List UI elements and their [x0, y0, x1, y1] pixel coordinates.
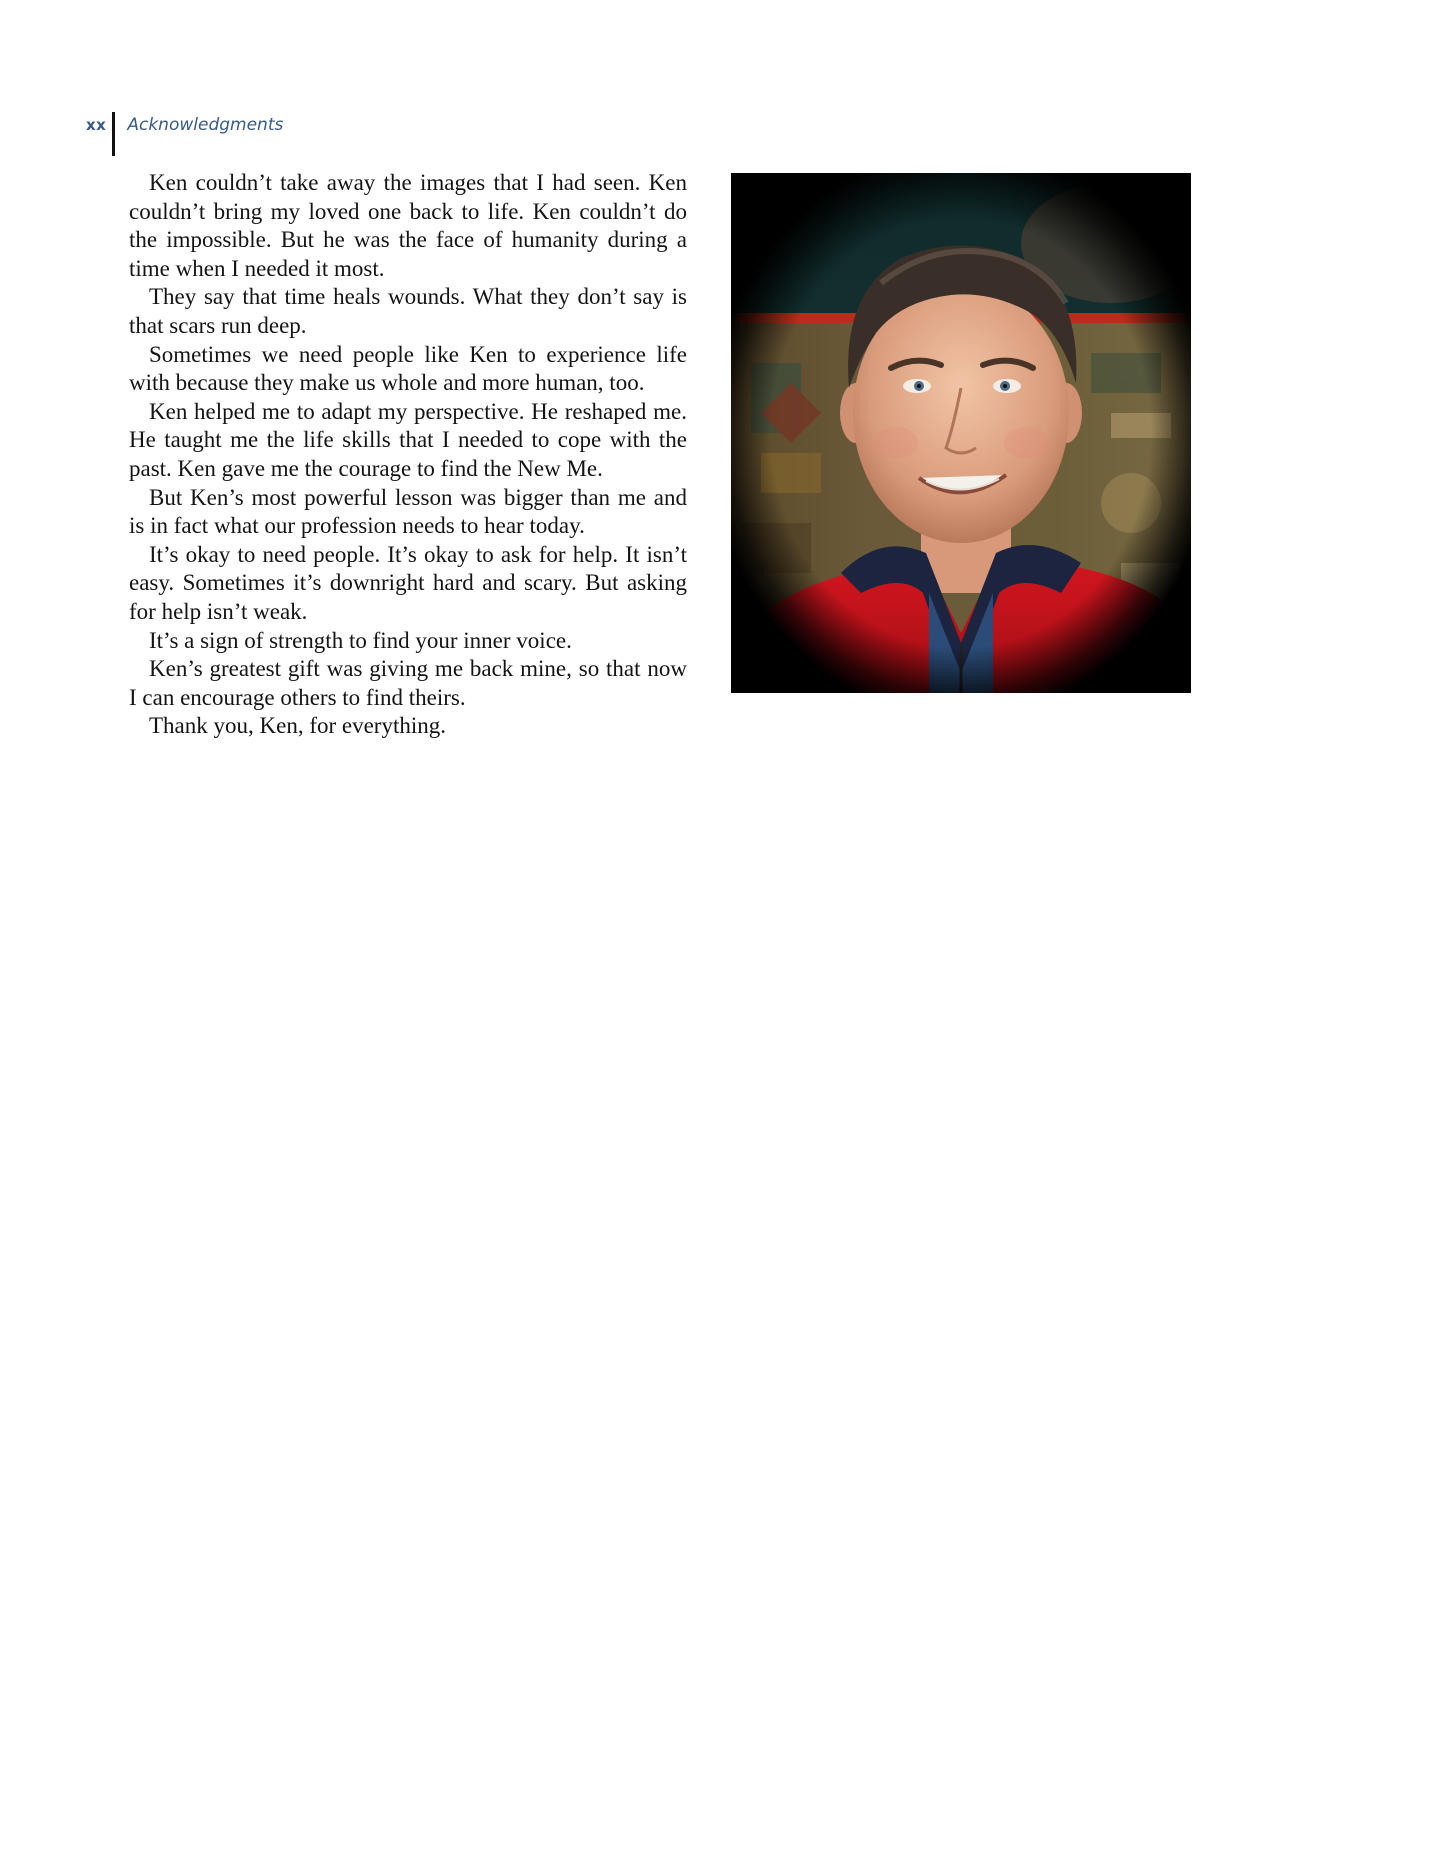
paragraph: It’s a sign of strength to find your inner voice. [149, 627, 572, 653]
paragraph: Ken’s greatest gift was giving me back mine, so that now I can encourage others to find theirs. [129, 656, 687, 710]
paragraph: But Ken’s most powerful lesson was bigger than me and is in fact what our profession needs to hear today. [129, 484, 687, 539]
paragraph: They say that time heals wounds. What they don’t say is that scars run deep. [129, 284, 687, 338]
paragraph: Sometimes we need people like Ken to experience life with because they make us whole and more human, too. [129, 341, 687, 396]
portrait-photo [731, 173, 1191, 693]
running-header [86, 112, 283, 156]
paragraph: Ken helped me to adapt my perspective. He reshaped me. He taught me the life skills that I needed to cope with the past. Ken gave me the courage to find the New Me. [129, 398, 687, 481]
paragraph: Thank you, Ken, for everything. [149, 713, 447, 739]
body-text [129, 169, 687, 741]
paragraph: It’s okay to need people. It’s okay to ask for help. It isn’t easy. Sometimes it’s downright hard and scary. But asking for help isn’t weak. [129, 541, 687, 624]
paragraph: Ken couldn’t take away the images that I had seen. Ken couldn’t bring my loved one back to life. Ken couldn’t do the impossible. But he was the face of humanity during a time when I needed it most. [129, 170, 687, 281]
section-title: Acknowledgments [127, 115, 284, 135]
header-divider [112, 112, 115, 156]
page-number: xx [86, 116, 107, 134]
